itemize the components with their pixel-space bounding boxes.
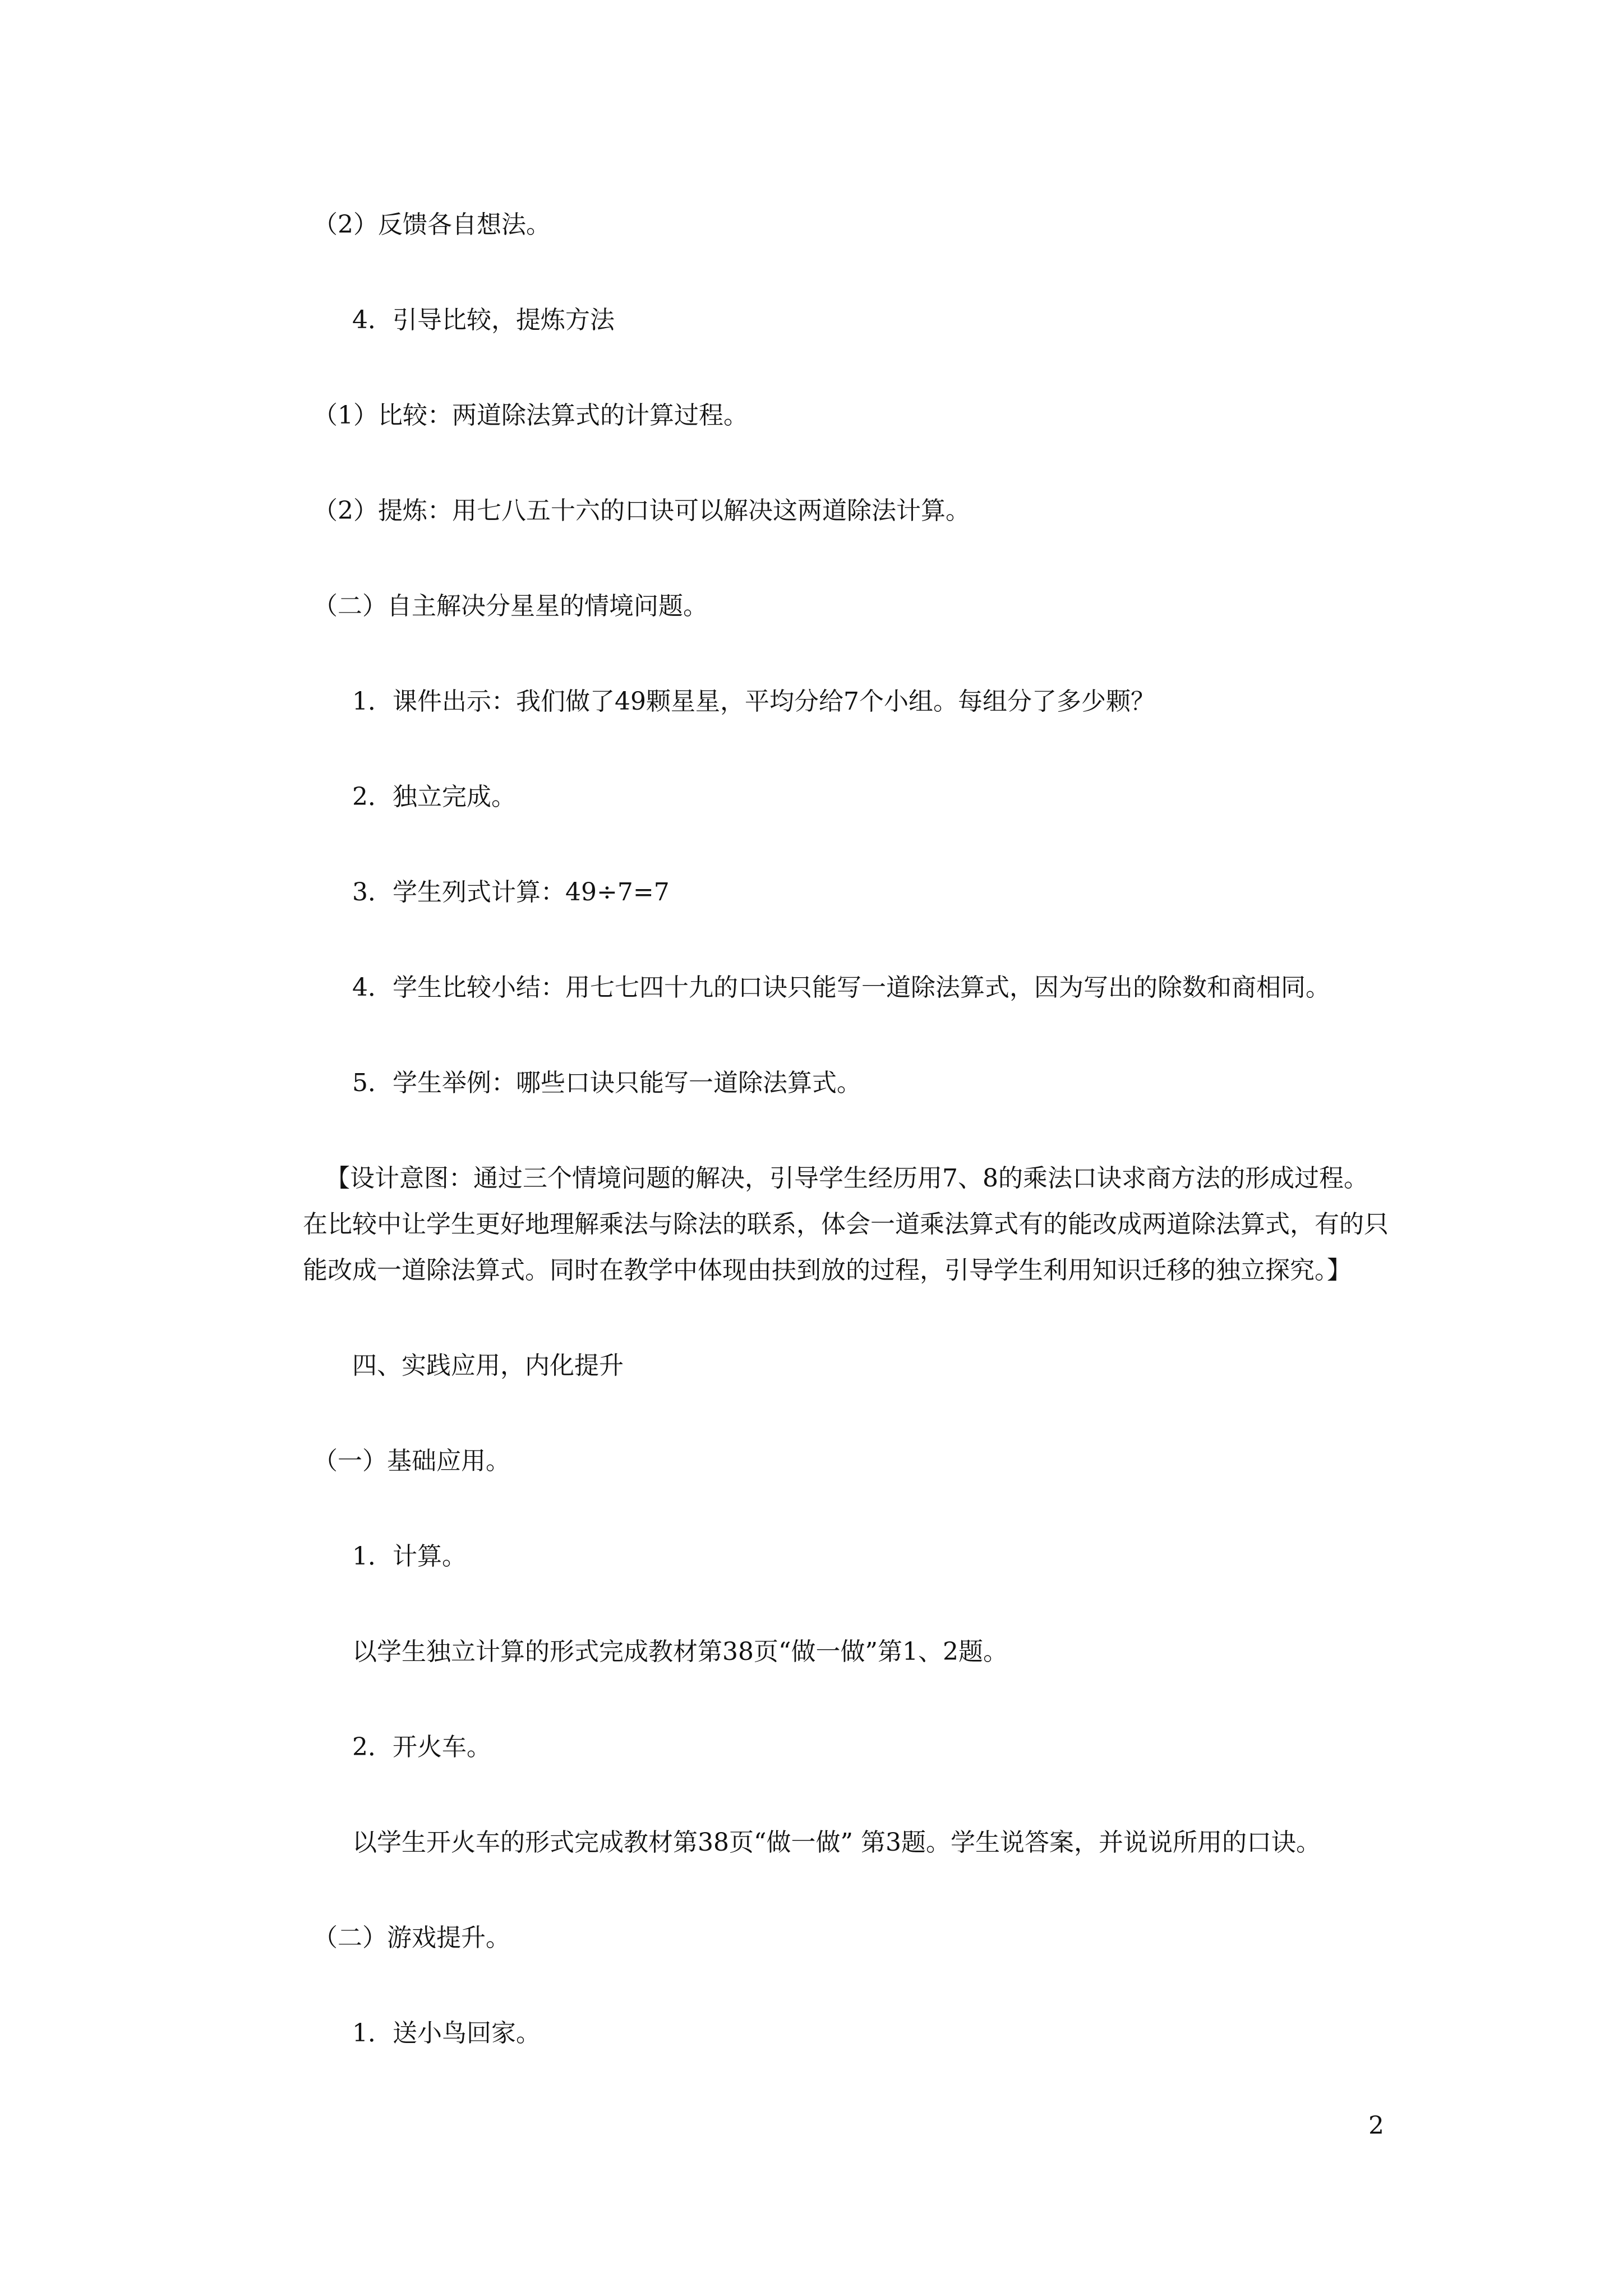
paragraph: 1．计算。: [352, 1542, 467, 1571]
paragraph: 以学生独立计算的形式完成教材第38页“做一做”第1、2题。: [352, 1637, 1008, 1666]
paragraph: 1．送小鸟回家。: [352, 2019, 541, 2047]
paragraph: （一）基础应用。: [313, 1447, 510, 1475]
document-body: [303, 202, 1391, 2056]
paragraph: 2．独立完成。: [352, 783, 516, 811]
design-intent-paragraph: 【设计意图：通过三个情境问题的解决，引导学生经历用7、8的乘法口诀求商方法的形成过程。在比较中让学生更好地理解乘法与除法的联系，体会一道乘法算式有的能改成两道除法算式，有的只能改成一道除法算式。同时在教学中体现由扶到放的过程，引导学生利用知识迁移的独立探究。】: [303, 1164, 1389, 1285]
paragraph: 1．课件出示：我们做了49颗星星，平均分给7个小组。每组分了多少颗？: [352, 687, 1155, 716]
paragraph: 4．学生比较小结：用七七四十九的口诀只能写一道除法算式，因为写出的除数和商相同。: [352, 973, 1330, 1002]
paragraph: （二）游戏提升。: [313, 1924, 510, 1952]
paragraph: （2）提炼：用七八五十六的口诀可以解决这两道除法计算。: [313, 496, 970, 525]
paragraph: （二）自主解决分星星的情境问题。: [313, 592, 708, 620]
paragraph: 2．开火车。: [352, 1733, 491, 1761]
paragraph: 4．引导比较，提炼方法: [352, 306, 615, 334]
paragraph: （2）反馈各自想法。: [313, 210, 551, 239]
paragraph: 以学生开火车的形式完成教材第38页“做一做” 第3题。学生说答案，并说说所用的口诀。: [352, 1828, 1321, 1857]
page-number: 2: [1368, 2111, 1384, 2140]
paragraph: 3．学生列式计算：49÷7=7: [352, 878, 670, 907]
section-heading: 四、实践应用，内化提升: [352, 1351, 624, 1380]
paragraph: （1）比较：两道除法算式的计算过程。: [313, 401, 748, 430]
paragraph: 5．学生举例：哪些口诀只能写一道除法算式。: [352, 1069, 861, 1097]
